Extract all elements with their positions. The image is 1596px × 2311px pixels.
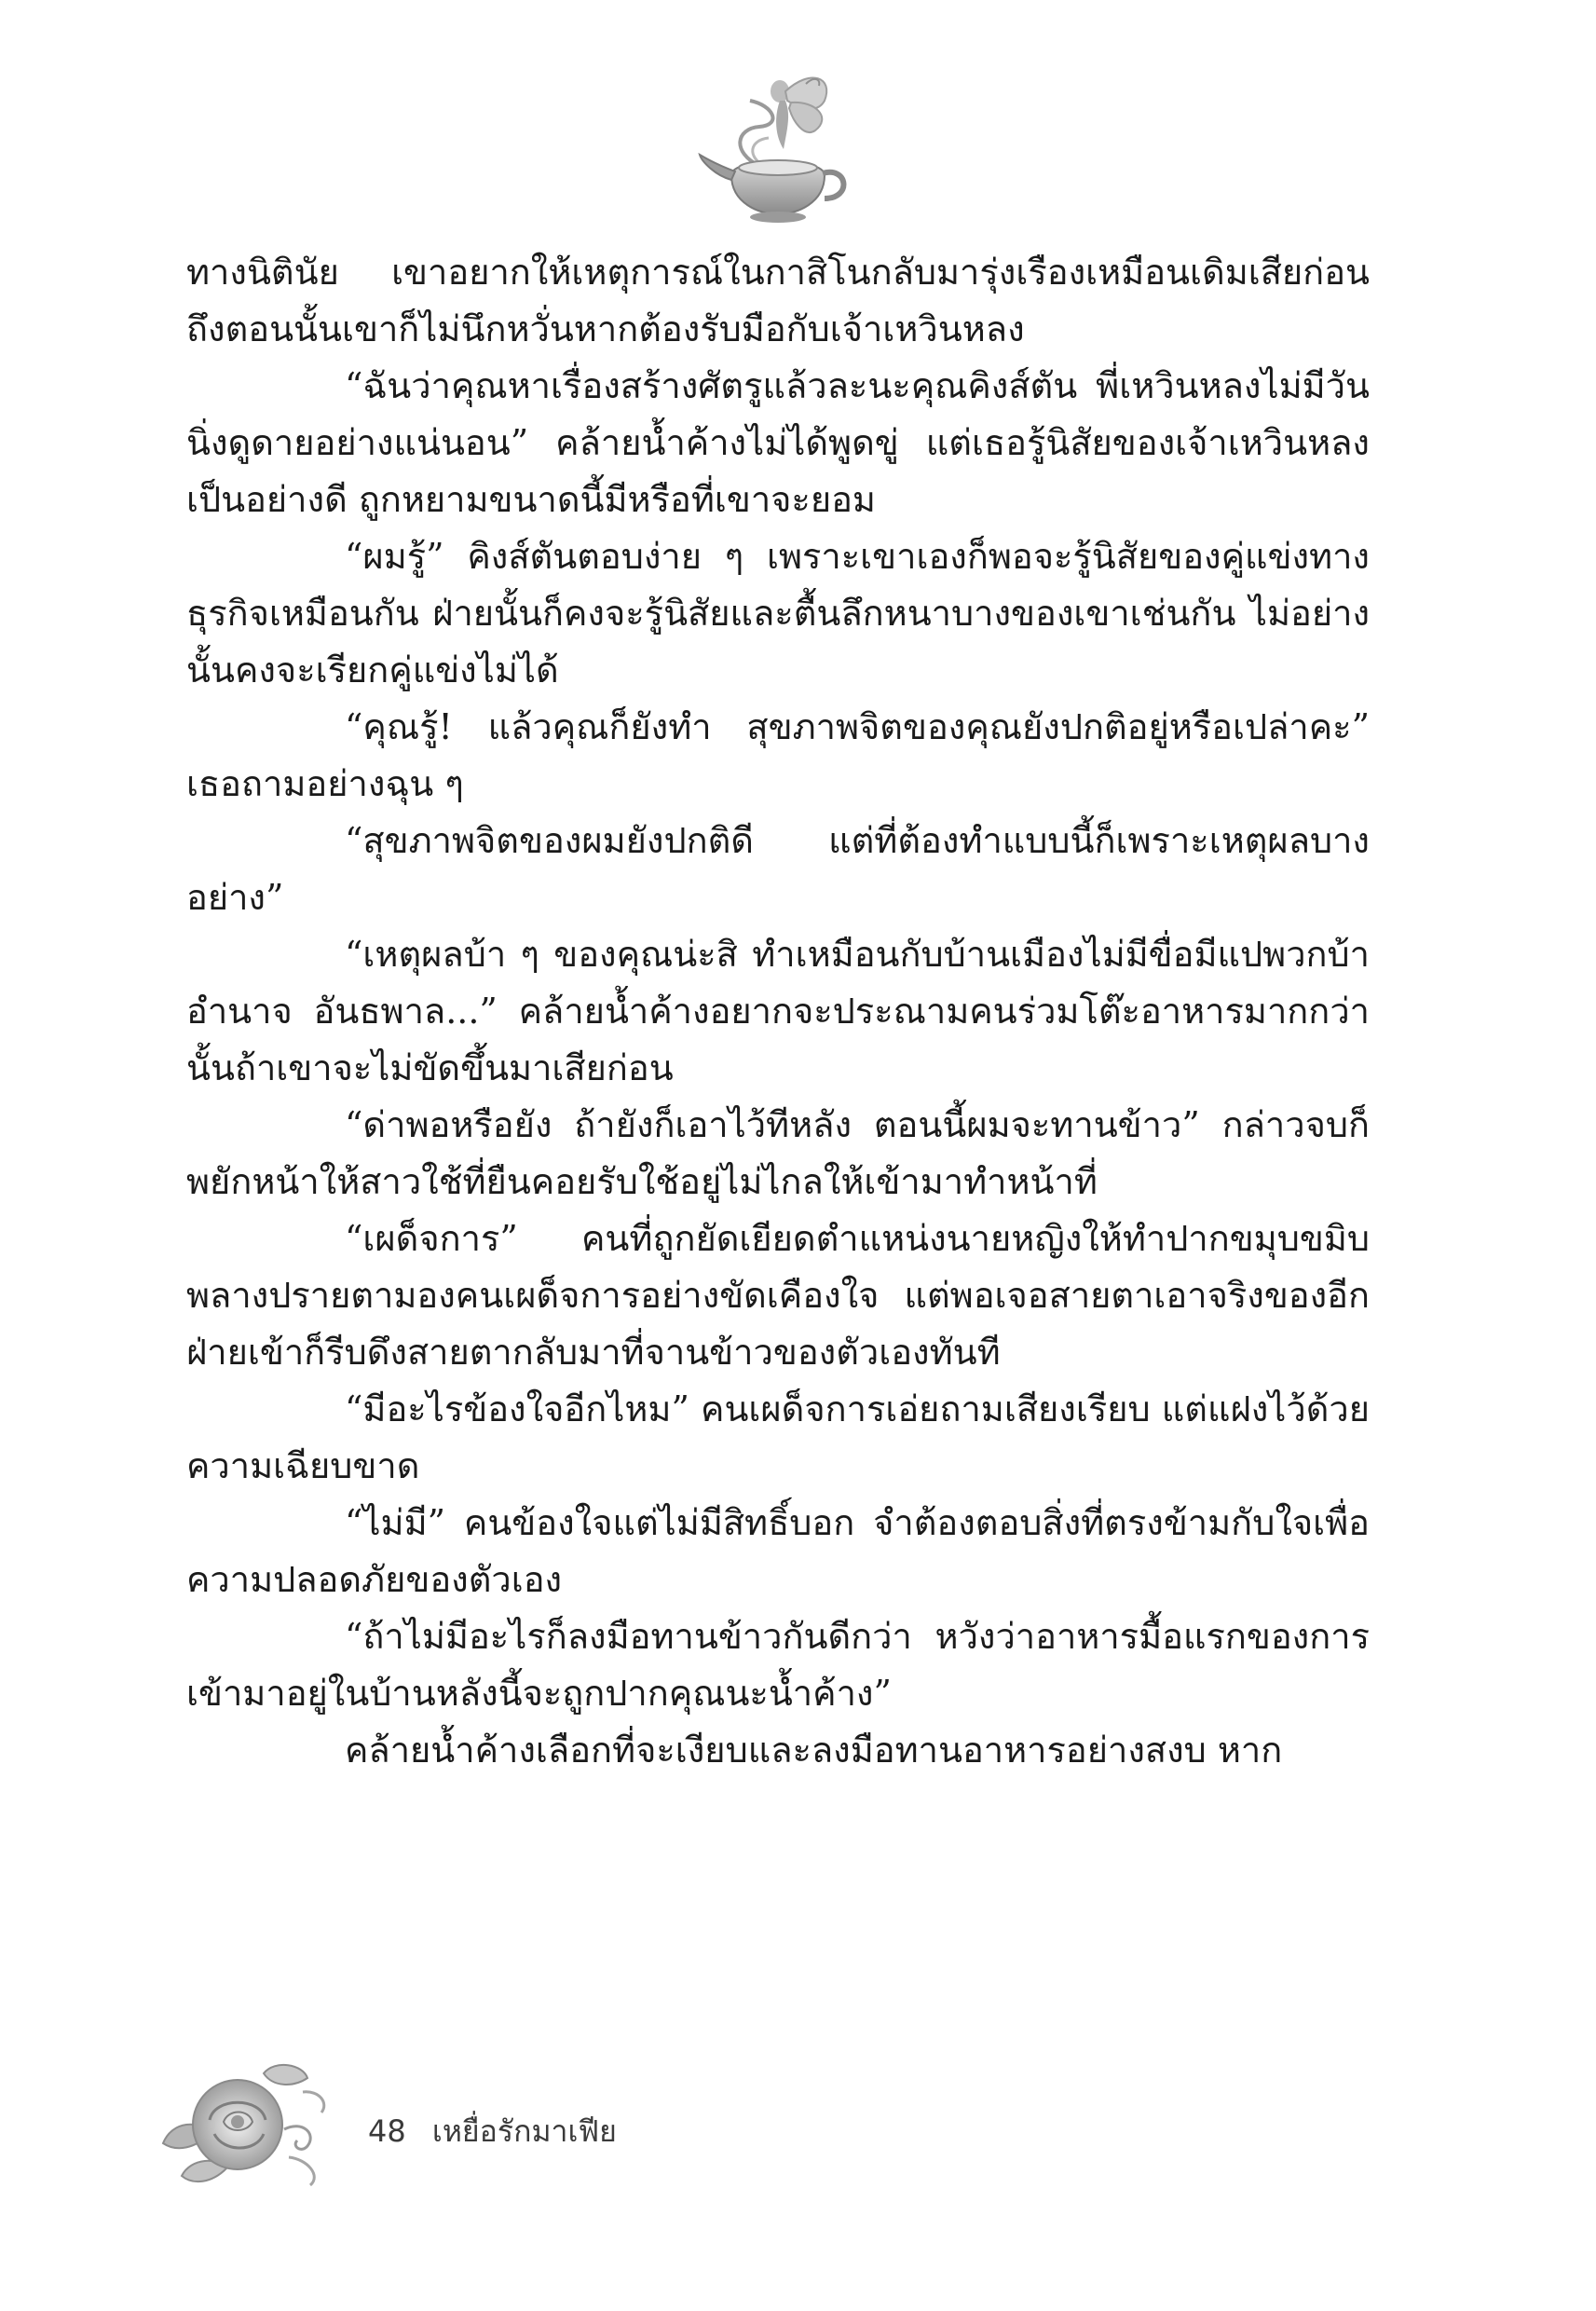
- book-title: เหยื่อรักมาเฟีย: [431, 2113, 617, 2149]
- teapot-fairy-ornament-icon: [694, 63, 862, 226]
- page-footer: [368, 2108, 617, 2155]
- paragraph: “ไม่มี” คนข้องใจแต่ไม่มีสิทธิ์บอก จำต้องตอบสิ่งที่ตรงข้ามกับใจเพื่อความปลอดภัยของตัวเอง: [186, 1502, 1370, 1600]
- page-number: 48: [368, 2113, 406, 2149]
- paragraph: “เผด็จการ” คนที่ถูกยัดเยียดตำแหน่งนายหญิงให้ทำปากขมุบขมิบ พลางปรายตามองคนเผด็จการอย่างขัดเคืองใจ แต่พอเจอสายตาเอาจริงของอีกฝ่ายเข้าก็รีบดึงสายตากลับมาที่จานข้าวของตัวเองทันที: [186, 1218, 1370, 1373]
- paragraph: “สุขภาพจิตของผมยังปกติดี แต่ที่ต้องทำแบบนี้ก็เพราะเหตุผลบางอย่าง”: [186, 820, 1370, 918]
- paragraph: “ถ้าไม่มีอะไรก็ลงมือทานข้าวกันดีกว่า หวังว่าอาหารมื้อแรกของการเข้ามาอยู่ในบ้านหลังนี้จะถูกปากคุณนะน้ำค้าง”: [186, 1616, 1370, 1714]
- chapter-body-text: [186, 244, 1370, 1779]
- paragraph: “ฉันว่าคุณหาเรื่องสร้างศัตรูแล้วละนะคุณคิงส์ตัน พี่เหวินหลงไม่มีวันนิ่งดูดายอย่างแน่นอน” คล้ายน้ำค้างไม่ได้พูดขู่ แต่เธอรู้นิสัยของเจ้าเหวินหลงเป็นอย่างดี ถูกหยามขนาดนี้มีหรือที่เขาจะยอม: [186, 365, 1370, 520]
- paragraph: “เหตุผลบ้า ๆ ของคุณน่ะสิ ทำเหมือนกับบ้านเมืองไม่มีขื่อมีแปพวกบ้าอำนาจ อันธพาล...” คล้ายน้ำค้างอยากจะประณามคนร่วมโต๊ะอาหารมากกว่านั้นถ้าเขาจะไม่ขัดขึ้นมาเสียก่อน: [186, 934, 1370, 1088]
- paragraph: คล้ายน้ำค้างเลือกที่จะเงียบและลงมือทานอาหารอย่างสงบ หาก: [345, 1730, 1283, 1771]
- paragraph: “คุณรู้! แล้วคุณก็ยังทำ สุขภาพจิตของคุณยังปกติอยู่หรือเปล่าคะ” เธอถามอย่างฉุน ๆ: [186, 706, 1370, 804]
- paragraph: “มีอะไรข้องใจอีกไหม” คนเผด็จการเอ่ยถามเสียงเรียบ แต่แฝงไว้ด้วยความเฉียบขาด: [186, 1388, 1370, 1486]
- paragraph: ทางนิตินัย เขาอยากให้เหตุการณ์ในกาสิโนกลับมารุ่งเรืองเหมือนเดิมเสียก่อน ถึงตอนนั้นเขาก็ไม่นึกหวั่นหากต้องรับมือกับเจ้าเหวินหลง: [186, 252, 1370, 349]
- paragraph: “ผมรู้” คิงส์ตันตอบง่าย ๆ เพราะเขาเองก็พอจะรู้นิสัยของคู่แข่งทางธุรกิจเหมือนกัน ฝ่ายนั้นก็คงจะรู้นิสัยและตื้นลึกหนาบางของเขาเช่นกัน ไม่อย่างนั้นคงจะเรียกคู่แข่งไม่ได้: [186, 536, 1370, 691]
- paragraph: “ด่าพอหรือยัง ถ้ายังก็เอาไว้ทีหลัง ตอนนี้ผมจะทานข้าว” กล่าวจบก็พยักหน้าให้สาวใช้ที่ยืนคอยรับใช้อยู่ไม่ไกลให้เข้ามาทำหน้าที่: [186, 1104, 1370, 1202]
- rose-ornament-icon: [154, 2055, 340, 2195]
